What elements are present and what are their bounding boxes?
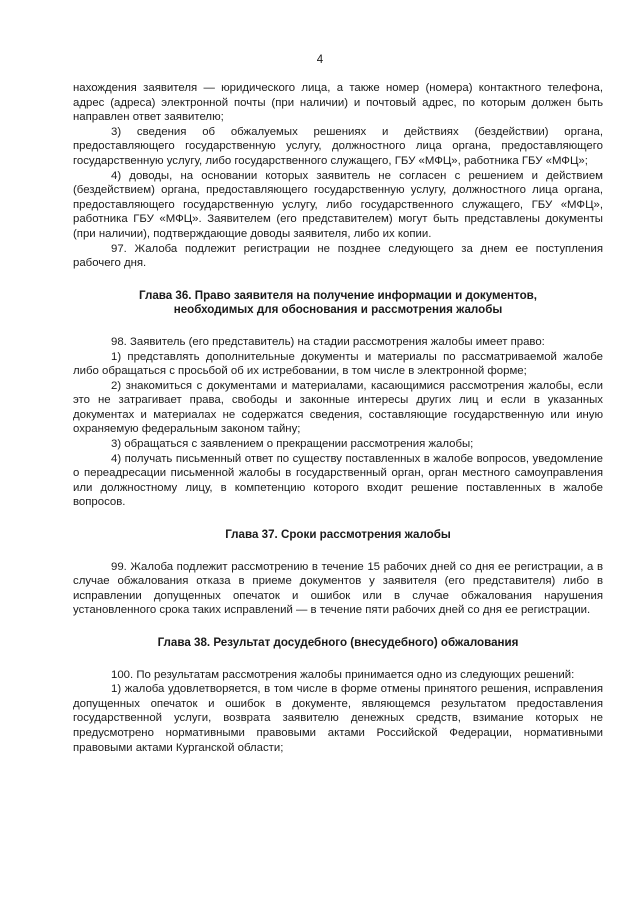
paragraph: 3) сведения об обжалуемых решениях и действиях (бездействии) органа, предоставляющего государственную услугу, должностного лица органа, предоставляющего государственную услугу, либо государственного служащего, ГБУ «МФЦ», работника ГБУ «МФЦ»; (73, 125, 603, 167)
paragraph: 98. Заявитель (его представитель) на стадии рассмотрения жалобы имеет право: (111, 335, 545, 348)
paragraph: 1) жалоба удовлетворяется, в том числе в форме отмены принятого решения, исправления допущенных опечаток и ошибок в документе, являющемся результатом предоставления государственной услуги, возврата заявителю денежных средств, взимание которых не предусмотрено нормативными правовыми актами Российской Федерации, нормативными правовыми актами Курганской области; (73, 683, 603, 754)
paragraph: 97. Жалоба подлежит регистрации не позднее следующего за днем ее поступления рабочего дня. (73, 242, 603, 270)
paragraph: 4) получать письменный ответ по существу поставленных в жалобе вопросов, уведомление о переадресации письменной жалобы в государственный орган, орган местного самоуправления или должностному лицу, в компетенцию которого входит решение поставленных в жалобе вопросов. (73, 452, 603, 509)
paragraph: 3) обращаться с заявлением о прекращении рассмотрения жалобы; (111, 438, 474, 451)
paragraph: 4) доводы, на основании которых заявитель не согласен с решением и действием (бездействием) органа, предоставляющего государственную услугу, должностного лица органа, предоставляющего государственную услугу, либо государственного служащего, ГБУ «МФЦ», работника ГБУ «МФЦ». Заявителем (его представителем) могут быть представлены документы (при наличии), подтверждающие доводы заявителя, либо их копии. (73, 169, 603, 240)
chapter-36-heading (73, 289, 603, 318)
chapter-36-title-line1: Глава 36. Право заявителя на получение информации и документов, (138, 288, 538, 302)
chapter-36-title-line2: необходимых для обоснования и рассмотрения жалобы (173, 303, 503, 317)
paragraph: 99. Жалоба подлежит рассмотрению в течение 15 рабочих дней со дня ее регистрации, а в случае обжалования отказа в приеме документов у заявителя (его представителя) либо в исправлении допущенных опечаток и ошибок или в случае обжалования нарушения установленного срока таких исправлений — в течение пяти рабочих дней со дня ее регистрации. (73, 560, 603, 617)
paragraph: нахождения заявителя — юридического лица, а также номер (номера) контактного телефона, адрес (адреса) электронной почты (при наличии) и почтовый адрес, по которым должен быть направлен ответ заявителю; (73, 82, 603, 124)
page-number: 4 (316, 54, 324, 66)
chapter-38-heading: Глава 38. Результат досудебного (внесудебного) обжалования (157, 636, 519, 649)
paragraph: 100. По результатам рассмотрения жалобы принимается одно из следующих решений: (111, 668, 575, 681)
paragraph: 1) представлять дополнительные документы и материалы по рассматриваемой жалобе либо обращаться с просьбой об их истребовании, в том числе в электронной форме; (73, 350, 603, 378)
chapter-37-heading: Глава 37. Сроки рассмотрения жалобы (225, 528, 451, 542)
paragraph: 2) знакомиться с документами и материалами, касающимися рассмотрения жалобы, если это не затрагивает права, свободы и законные интересы других лиц и если в указанных документах и материалах не содержатся сведения, составляющие государственную или иную охраняемую федеральным законом тайну; (73, 379, 603, 436)
document-body (73, 81, 603, 755)
